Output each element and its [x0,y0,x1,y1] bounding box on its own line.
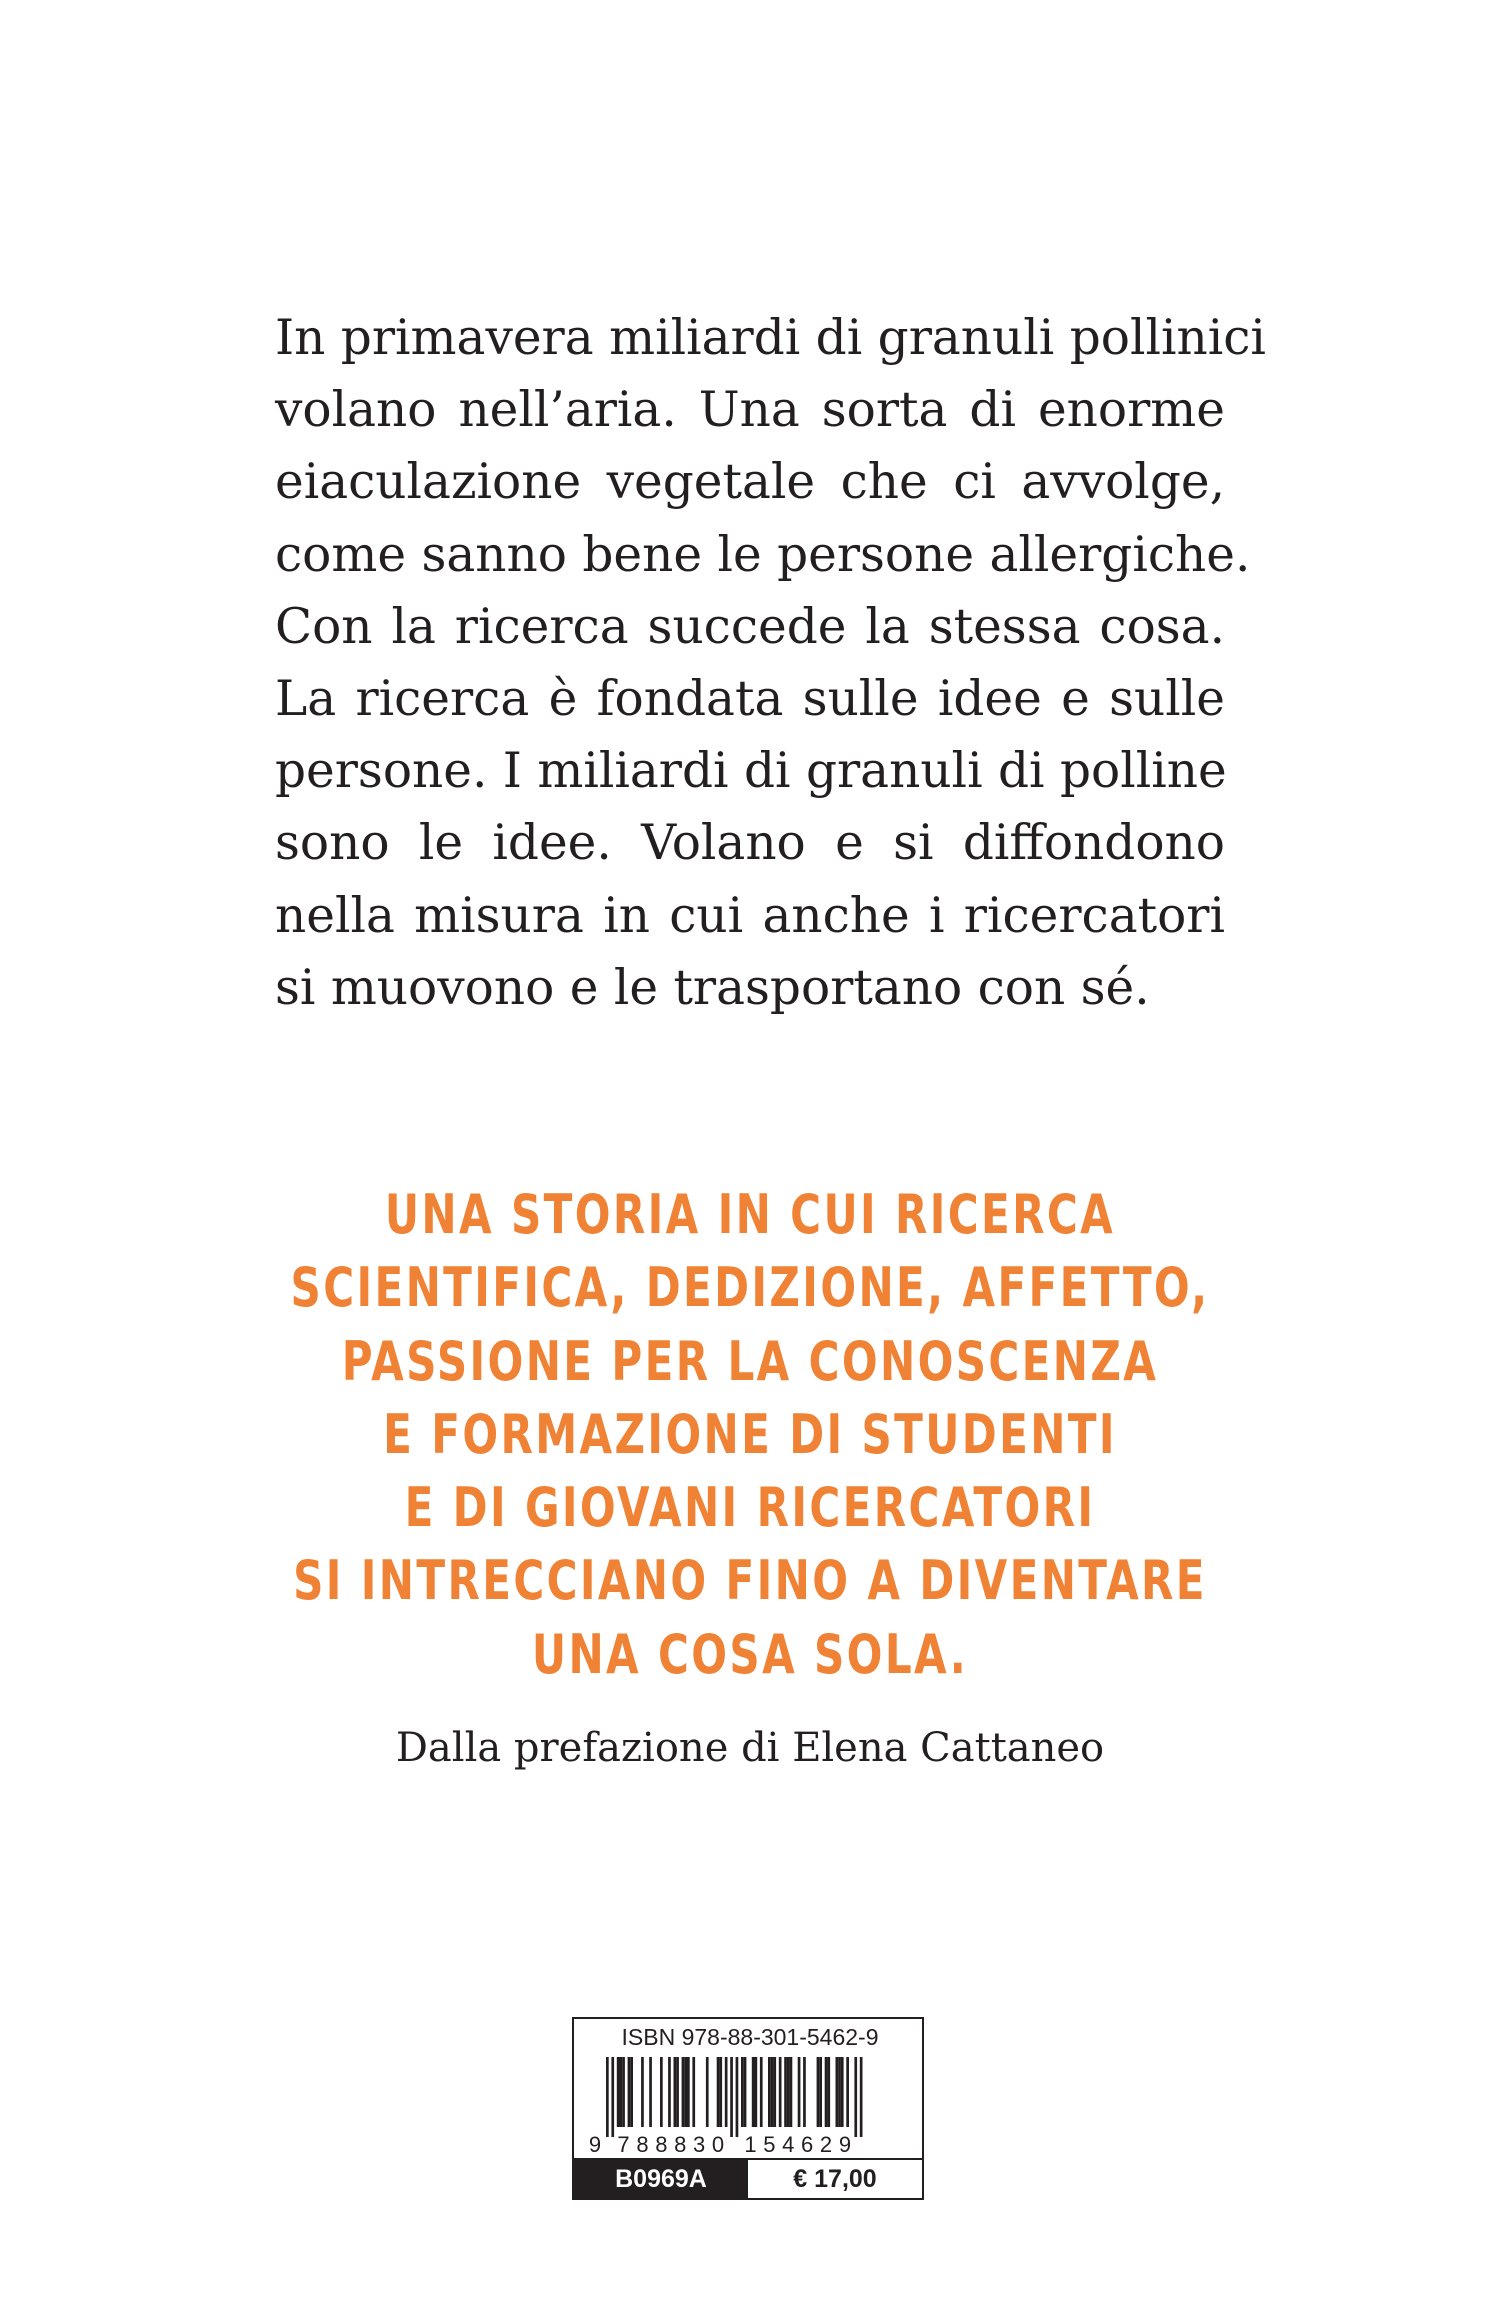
barcode-bar [660,2057,663,2127]
barcode-bar [622,2057,625,2127]
barcode-bar [752,2057,755,2127]
barcode-bar [768,2057,771,2127]
barcode-digit: 8 [655,2132,668,2157]
barcode-digit: 6 [801,2132,814,2157]
price-row [574,2158,922,2198]
barcode-digit: 9 [838,2132,852,2157]
isbn-label: ISBN 978-88-301-5462-9 [621,2024,879,2050]
barcode-bar [825,2057,828,2127]
barcode-digit: 8 [674,2132,687,2157]
quote-line: SCIENTIFICA, DEDIZIONE, AFFETTO, [290,1256,1210,1320]
barcode-bar [676,2057,679,2127]
barcode-bar [730,2057,733,2137]
blurb-line: si muovono e le trasportano con sé. [275,959,1150,1016]
barcode-bar [836,2057,839,2127]
blurb-line: volano nell’aria. Una sorta di enorme [275,382,1225,439]
quote-line: UNA COSA SOLA. [531,1622,969,1686]
barcode-bar [628,2057,631,2127]
barcode-bar [687,2057,690,2127]
barcode-bar [611,2057,614,2137]
quote-line: PASSIONE PER LA CONOSCENZA [341,1329,1159,1393]
barcode-bar [641,2057,644,2127]
barcode-bar [784,2057,787,2127]
blurb-line: nella misura in cui anche i ricercatori [275,887,1225,944]
barcode-bar [803,2057,806,2127]
barcode-bar [606,2057,609,2137]
barcode-bar [668,2057,671,2127]
quote-line: UNA STORIA IN CUI RICERCA [384,1183,1116,1246]
quote-line: SI INTRECCIANO FINO A DIVENTARE [293,1549,1207,1613]
barcode-bar [682,2057,685,2127]
barcode-digit: 3 [693,2132,706,2157]
barcode-graphic [582,2053,914,2157]
barcode-bar [860,2057,863,2137]
barcode-bar [798,2057,801,2127]
barcode-bar [736,2057,739,2137]
blurb-line: come sanno bene le persone allergiche. [275,526,1251,583]
barcode-bar [620,2057,623,2127]
barcode-bar [787,2057,790,2127]
barcode-bar [771,2057,774,2127]
blurb-line: La ricerca è fondata sulle idee e sulle [275,670,1225,727]
quote-line: E FORMAZIONE DI STUDENTI [383,1402,1117,1466]
barcode-bar [741,2057,744,2127]
barcode-bar [744,2057,747,2127]
barcode-digit: 4 [782,2132,795,2157]
barcode-digit: 2 [819,2132,833,2157]
product-code: B0969A [574,2160,748,2198]
barcode-digit: 1 [744,2132,757,2157]
barcode-bar [684,2057,687,2127]
price: € 17,00 [793,2165,877,2193]
blurb-line: Con la ricerca succede la stessa cosa. [275,598,1225,655]
barcode-digit: 7 [617,2132,630,2157]
barcode-digit: 0 [711,2132,725,2157]
barcode-bar [838,2057,841,2127]
barcode-bar [827,2057,830,2127]
barcode-digit: 8 [636,2132,649,2157]
barcode-bar [717,2057,720,2127]
barcode-bar [725,2057,728,2127]
barcode-bar [674,2057,677,2127]
barcode-bar [819,2057,822,2127]
barcode-bar [846,2057,849,2127]
barcode-bar [706,2057,709,2127]
isbn-barcode-block [572,2017,924,2200]
preface-quote [165,1178,1335,1691]
blurb-line: In primavera miliardi di granuli pollinici [275,310,1266,366]
blurb-line: eiaculazione vegetale che ci avvolge, [275,454,1225,511]
barcode-bar [817,2057,820,2127]
barcode-bar [841,2057,844,2127]
blurb-line: persone. I miliardi di granuli di polline [275,743,1227,800]
barcode-bar [649,2057,652,2127]
blurb-line: sono le idee. Volano e si diffondono [275,815,1225,872]
barcode-bar [773,2057,776,2127]
quote-attribution: Dalla prefazione di Elena Cattaneo [395,1725,1105,1771]
barcode-bar [779,2057,782,2127]
barcode-bar [719,2057,722,2127]
barcode-bar [630,2057,633,2127]
barcode-bar [692,2057,695,2127]
barcode-bar [760,2057,763,2127]
barcode-digit: 5 [763,2132,776,2157]
back-cover-blurb [275,302,1266,1024]
barcode-bar [755,2057,758,2127]
barcode-digit: 9 [588,2132,602,2157]
quote-line: E DI GIOVANI RICERCATORI [404,1476,1096,1540]
barcode-bar [854,2057,857,2137]
barcode-bar [617,2057,620,2127]
barcode-bar [790,2057,793,2127]
